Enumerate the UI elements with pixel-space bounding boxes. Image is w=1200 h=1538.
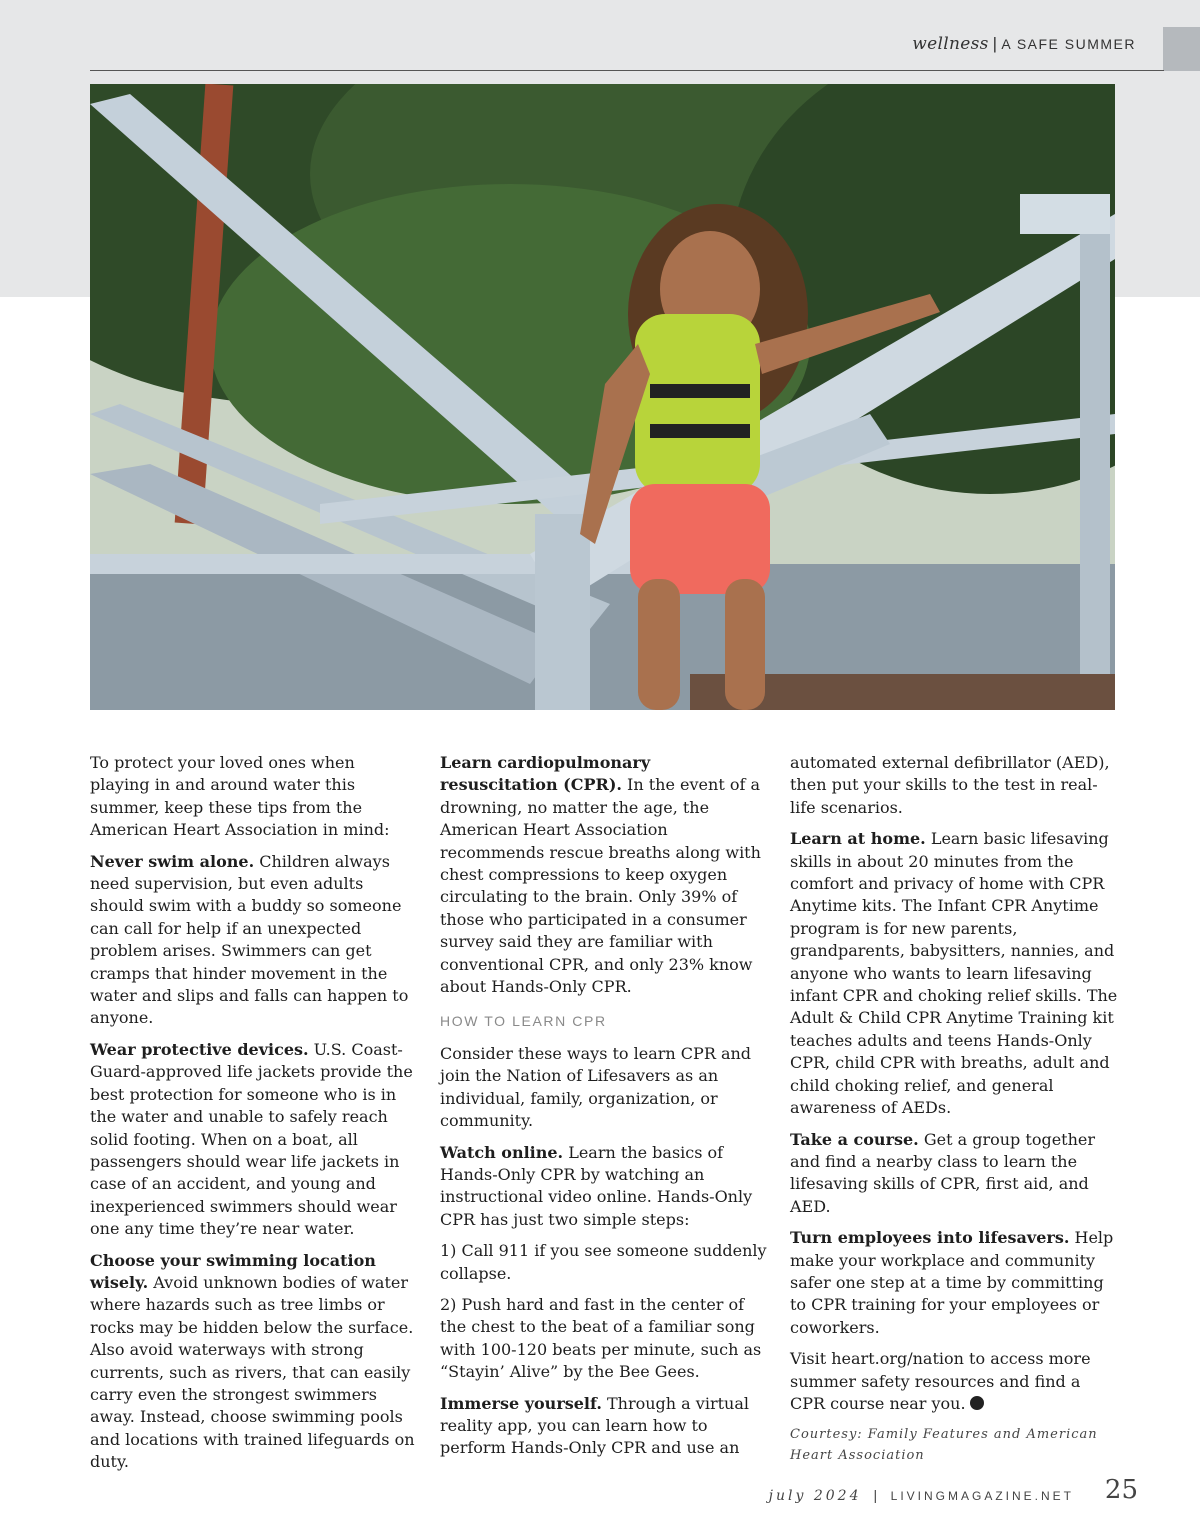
way-immerse-yourself	[440, 1393, 768, 1460]
way-watch-online	[440, 1142, 768, 1232]
way-take-a-course	[790, 1129, 1118, 1219]
way-title: Take a course.	[790, 1129, 919, 1149]
page-footer	[769, 1487, 1074, 1504]
step-1: 1) Call 911 if you see someone suddenly collapse.	[440, 1241, 767, 1283]
section-tab-marker	[1163, 27, 1200, 71]
column-1	[90, 752, 418, 1483]
tip-body: Children always need supervision, but even adults should swim with a buddy so someone can call for help if an unexpected problem arises. Swimmers can get cramps that hinder movement in the water and slips and falls can happen to anyone.	[90, 851, 409, 1028]
section-label: wellness	[912, 34, 989, 54]
way-learn-at-home	[790, 828, 1118, 1119]
learn-cpr-intro: Consider these ways to learn CPR and join the Nation of Lifesavers as an individual, family, organization, or community.	[440, 1043, 752, 1131]
website: LIVINGMAGAZINE.NET	[890, 1489, 1074, 1503]
immerse-continuation: automated external defibrillator (AED), then put your skills to the test in real-life scenarios.	[790, 753, 1110, 817]
girl-in-life-jacket-photo	[90, 84, 1115, 710]
step-2: 2) Push hard and fast in the center of the chest to the beat of a familiar song with 100-120 beats per minute, such as “Stayin’ Alive” by the Bee Gees.	[440, 1294, 762, 1382]
tip-body: Avoid unknown bodies of water where hazards such as tree limbs or rocks may be hidden below the surface. Also avoid waterways with strong currents, such as rivers, that can easily carry even the strongest swimmers away. Instead, choose swimming pools and locations with trained lifeguards on duty.	[90, 1272, 415, 1472]
way-title: Immerse yourself.	[440, 1393, 602, 1413]
way-title: Learn at home.	[790, 829, 926, 849]
photo-illustration	[90, 84, 1115, 710]
way-body: Learn basic lifesaving skills in about 20 minutes from the comfort and privacy of home with CPR Anytime kits. The Infant CPR Anytime program is for new parents, grandparents, babysitters, nannies, and anyone who wants to learn lifesaving infant CPR and choking relief skills. The Adult & Child CPR Anytime Training kit teaches adults and teens Hands-Only CPR, child CPR with breaths, adult and child choking relief, and general awareness of AEDs.	[790, 829, 1118, 1118]
footer-separator: |	[873, 1487, 879, 1503]
header-rule	[90, 70, 1164, 71]
tip-learn-cpr	[440, 752, 768, 998]
issue-date: july 2024	[768, 1488, 862, 1504]
header-separator: |	[992, 34, 998, 53]
tip-title: Learn cardiopulmonary resuscitation (CPR).	[440, 753, 651, 795]
tip-body: U.S. Coast-Guard-approved life jackets provide the best protection for someone who is in the water and unable to safely reach solid footing. When on a boat, all passengers should wear life jackets in case of an accident, and young and inexperienced swimmers should wear one any time they’re near water.	[90, 1039, 413, 1239]
visit-paragraph	[790, 1348, 1118, 1415]
tip-never-swim-alone	[90, 851, 418, 1030]
column-2	[440, 752, 768, 1469]
article-credit: Courtesy: Family Features and American Heart Association	[790, 1427, 1098, 1464]
running-head	[912, 34, 1136, 54]
way-title: Watch online.	[440, 1142, 564, 1162]
way-body: Learn the basics of Hands-Only CPR by watching an instructional video online. Hands-Only CPR has just two simple steps:	[440, 1142, 753, 1229]
visit-text: Visit heart.org/nation to access more summer safety resources and find a CPR course near you.	[790, 1349, 1091, 1413]
way-body: Get a group together and find a nearby class to learn the lifesaving skills of CPR, first aid, and AED.	[790, 1129, 1096, 1216]
topic-label: A SAFE SUMMER	[1001, 36, 1136, 52]
way-body: Help make your workplace and community safer one step at a time by committing to CPR training for your employees or coworkers.	[790, 1228, 1114, 1337]
way-body: Through a virtual reality app, you can learn how to perform Hands-Only CPR and use an	[440, 1393, 749, 1458]
way-title: Turn employees into lifesavers.	[790, 1228, 1070, 1248]
tip-body: In the event of a drowning, no matter the age, the American Heart Association recommends rescue breaths along with chest compressions to keep oxygen circulating to the brain. Only 39% of those who participated in a consumer survey said they are familiar with conventional CPR, and only 23% know about Hands-Only CPR.	[440, 775, 761, 997]
tip-title: Choose your swimming location wisely.	[90, 1250, 376, 1292]
way-turn-employees-into-lifesavers	[790, 1227, 1118, 1339]
column-3	[790, 752, 1118, 1475]
tip-protective-devices	[90, 1039, 418, 1241]
tip-title: Wear protective devices.	[90, 1039, 309, 1059]
tip-swimming-location	[90, 1250, 418, 1474]
subheading-how-to-learn-cpr: HOW TO LEARN CPR	[440, 1013, 607, 1030]
intro-paragraph: To protect your loved ones when playing in and around water this summer, keep these tips from the American Heart Association in mind:	[90, 753, 390, 840]
end-of-article-icon	[970, 1396, 984, 1410]
tip-title: Never swim alone.	[90, 851, 255, 871]
page-number: 25	[1104, 1475, 1138, 1505]
